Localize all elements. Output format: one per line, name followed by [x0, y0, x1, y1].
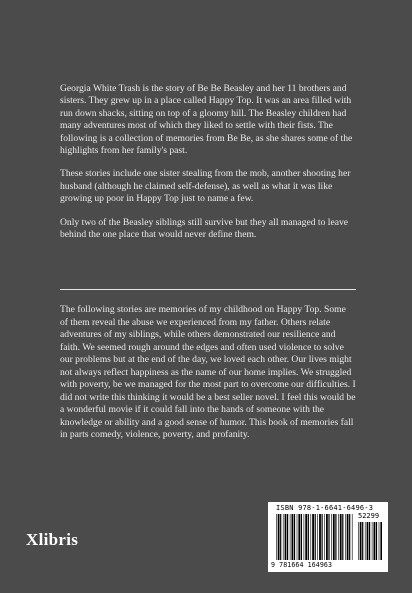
blurb-paragraph-1: Georgia White Trash is the story of Be Be Beasley and her 11 brothers and sisters. They grew up in a place called Happy Top. It was an area filled with run down shacks, sitting on top of a gloomy hill. The Beasley children had many adventures most of which they liked to settle with their fists. The following is a collection of memories from Be Be, as she shares some of the highlights from her family's past. — [60, 83, 353, 157]
author-statement-text: The following stories are memories of my childhood on Happy Top. Some of them reveal the abuse we experienced from my father. Others relate adventures of my siblings, while others demonstrated our resilience and faith. We seemed rough around the edges and often used violence to solve our problems but at the end of the day, we loved each other. Our lives might not always reflect happiness as the name of our home implies. We struggled with poverty, be we managed for the most part to overcome our difficulties. I did not write this thinking it would be a best seller novel. I feel this would be a wonderful movie if it could fall into the hands of someone with the knowledge or ability and a good sense of humor. This book of memories fall in parts comedy, violence, poverty, and profanity. — [60, 304, 356, 440]
isbn-barcode — [268, 502, 388, 572]
isbn-label: ISBN 978-1-6641-6496-3 — [276, 504, 374, 512]
blurb-paragraph-3: Only two of the Beasley siblings still survive but they all managed to leave behind the one place that would never define them. — [60, 216, 349, 241]
publisher-logo: Xlibris — [26, 530, 79, 549]
barcode-bars-icon — [276, 514, 353, 560]
author-statement — [60, 304, 356, 442]
price-code: 52299 — [358, 512, 380, 520]
blurb-paragraph-2: These stories include one sister stealing from the mob, another shooting her husband (although he claimed self-defense), as well as what it was like growing up poor in Happy Top just to name a few. — [60, 168, 351, 205]
price-barcode-icon — [358, 522, 382, 560]
barcode-digits: 9 781664 164963 — [271, 561, 333, 569]
divider — [60, 289, 356, 290]
blurb — [60, 83, 356, 252]
